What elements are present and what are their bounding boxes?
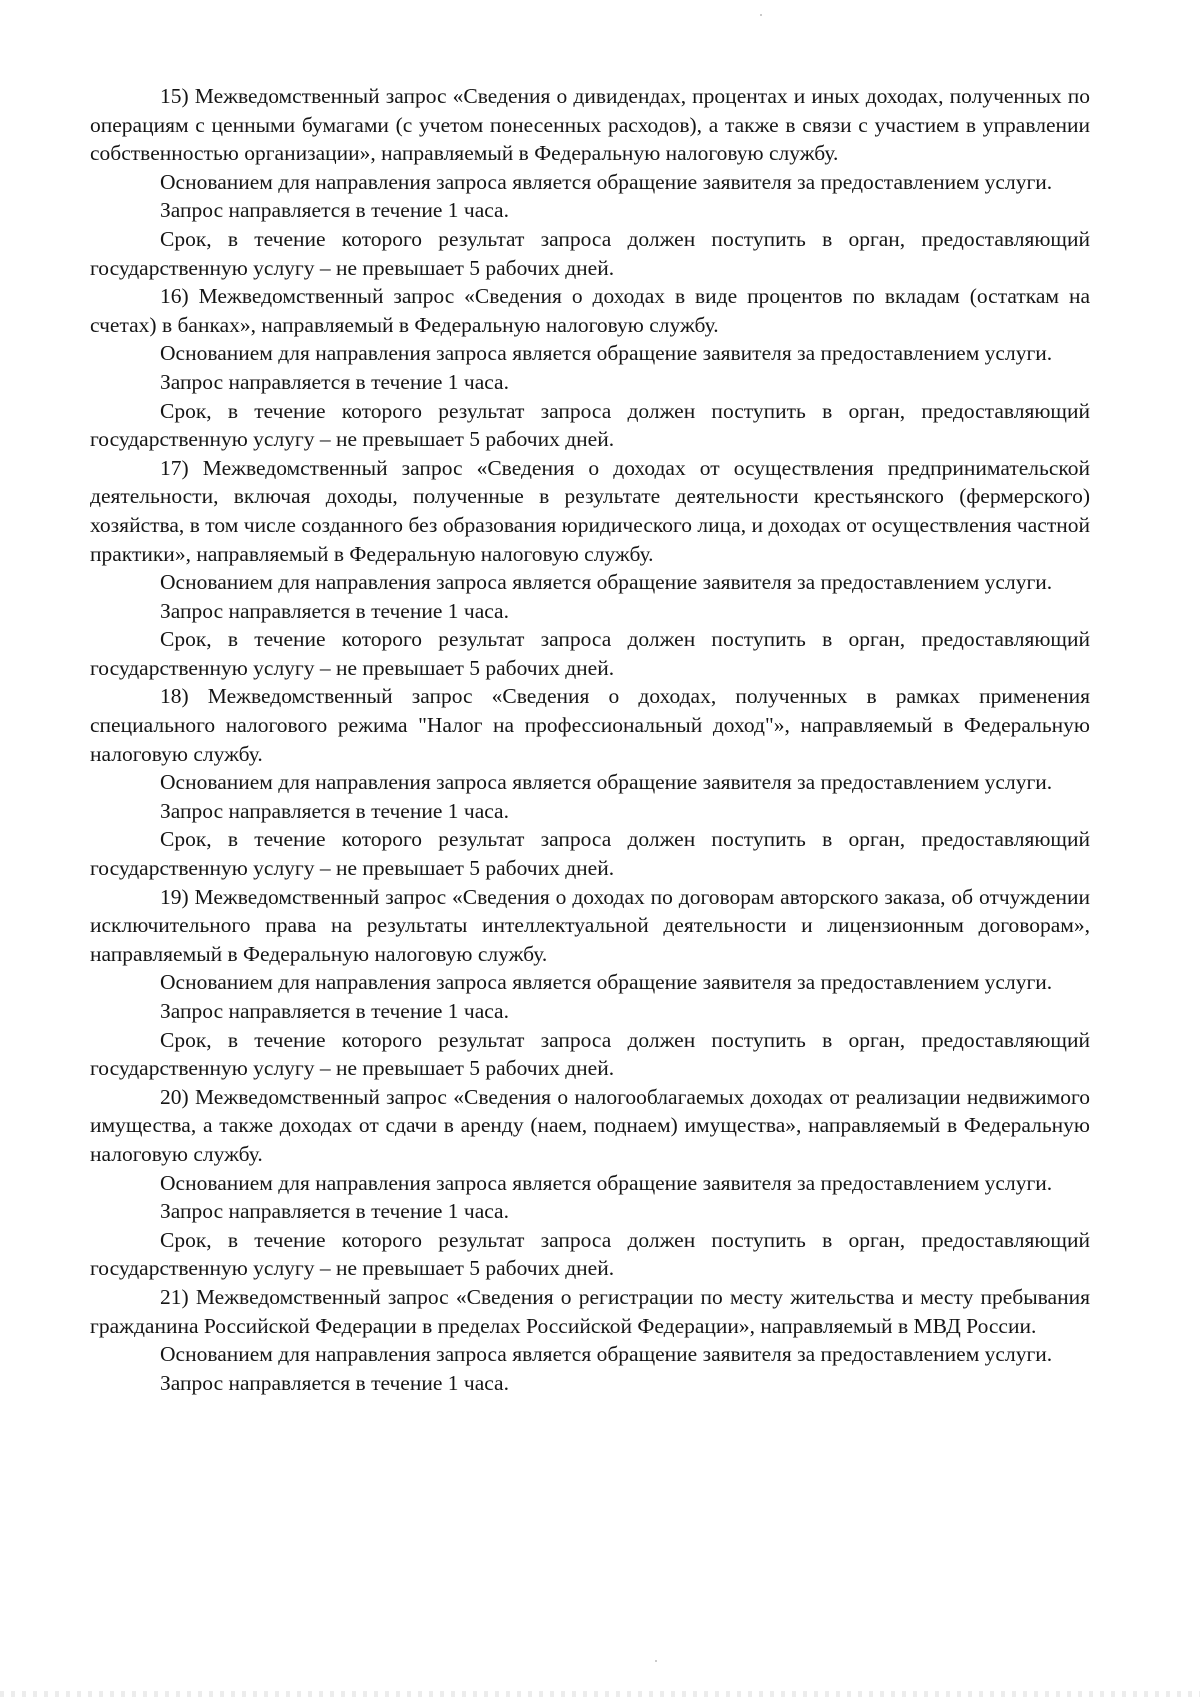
paragraph-basis: Основанием для направления запроса является обращение заявителя за предоставлением услуги. — [160, 1342, 1053, 1367]
paragraph-deadline: Срок, в течение которого результат запроса должен поступить в орган, предоставляющий государственную услугу – не превышает 5 рабочих дней. — [90, 226, 1090, 280]
scan-bottom-edge — [0, 1691, 1200, 1697]
paragraph-send-time: Запрос направляется в течение 1 часа. — [160, 798, 509, 823]
paragraph-basis: Основанием для направления запроса является обращение заявителя за предоставлением услуги. — [160, 1170, 1053, 1195]
paragraph-deadline: Срок, в течение которого результат запроса должен поступить в орган, предоставляющий государственную услугу – не превышает 5 рабочих дней. — [90, 627, 1090, 680]
paragraph-send-time: Запрос направляется в течение 1 часа. — [160, 369, 509, 394]
paragraph-basis: Основанием для направления запроса является обращение заявителя за предоставлением услуги. — [160, 770, 1053, 795]
paragraph-deadline: Срок, в течение которого результат запроса должен поступить в орган, предоставляющий государственную услугу – не превышает 5 рабочих дней. — [90, 827, 1090, 881]
paragraph-basis: Основанием для направления запроса является обращение заявителя за предоставлением услуги. — [160, 341, 1053, 366]
paragraph-request-17: 17) Межведомственный запрос «Сведения о доходах от осуществления предпринимательской деятельности, включая доходы, полученные в результате деятельности крестьянского (фермерского) хозяйства, в том числе созданного без образования юридического лица, и доходах от осуществления частной практики», направляемый в Федеральную налоговую службу. — [90, 455, 1090, 566]
paragraph-send-time: Запрос направляется в течение 1 часа. — [160, 999, 509, 1023]
paragraph-request-19: 19) Межведомственный запрос «Сведения о доходах по договорам авторского заказа, об отчуждении исключительного права на результаты интеллектуальной деятельности и лицензионным договорам», направляемый в Федеральную налоговую службу. — [90, 884, 1090, 966]
paragraph-basis: Основанием для направления запроса является обращение заявителя за предоставлением услуги. — [160, 570, 1053, 595]
scan-speck — [760, 14, 762, 16]
paragraph-deadline: Срок, в течение которого результат запроса должен поступить в орган, предоставляющий государственную услугу – не превышает 5 рабочих дней. — [90, 398, 1090, 452]
paragraph-request-15: 15) Межведомственный запрос «Сведения о дивидендах, процентах и иных доходах, полученных по операциям с ценными бумагами (с учетом понесенных расходов), а также в связи с участием в управлении собственностью организации», направляемый в Федеральную налоговую службу. — [90, 84, 1090, 166]
paragraph-request-20: 20) Межведомственный запрос «Сведения о налогооблагаемых доходах от реализации недвижимого имущества, а также доходах от сдачи в аренду (наем, поднаем) имущества», направляемый в Федеральную налоговую службу. — [90, 1084, 1090, 1166]
paragraph-send-time: Запрос направляется в течение 1 часа. — [160, 1370, 509, 1395]
paragraph-request-16: 16) Межведомственный запрос «Сведения о доходах в виде процентов по вкладам (остаткам на счетах) в банках», направляемый в Федеральную налоговую службу. — [90, 284, 1090, 337]
paragraph-deadline: Срок, в течение которого результат запроса должен поступить в орган, предоставляющий государственную услугу – не превышает 5 рабочих дней. — [90, 1027, 1090, 1081]
paragraph-deadline: Срок, в течение которого результат запроса должен поступить в орган, предоставляющий государственную услугу – не превышает 5 рабочих дней. — [90, 1227, 1090, 1281]
paragraph-basis: Основанием для направления запроса является обращение заявителя за предоставлением услуги. — [160, 970, 1053, 995]
paragraph-request-18: 18) Межведомственный запрос «Сведения о доходах, полученных в рамках применения специального налогового режима "Налог на профессиональный доход"», направляемый в Федеральную налоговую службу. — [90, 684, 1090, 766]
paragraph-request-21: 21) Межведомственный запрос «Сведения о регистрации по месту жительства и месту пребывания гражданина Российской Федерации в пределах Российской Федерации», направляемый в МВД России. — [90, 1284, 1090, 1338]
paragraph-send-time: Запрос направляется в течение 1 часа. — [160, 598, 509, 623]
paragraph-send-time: Запрос направляется в течение 1 часа. — [160, 198, 509, 223]
paragraph-send-time: Запрос направляется в течение 1 часа. — [160, 1199, 509, 1224]
scan-speck — [655, 1660, 657, 1662]
paragraph-basis: Основанием для направления запроса является обращение заявителя за предоставлением услуги. — [160, 169, 1053, 194]
